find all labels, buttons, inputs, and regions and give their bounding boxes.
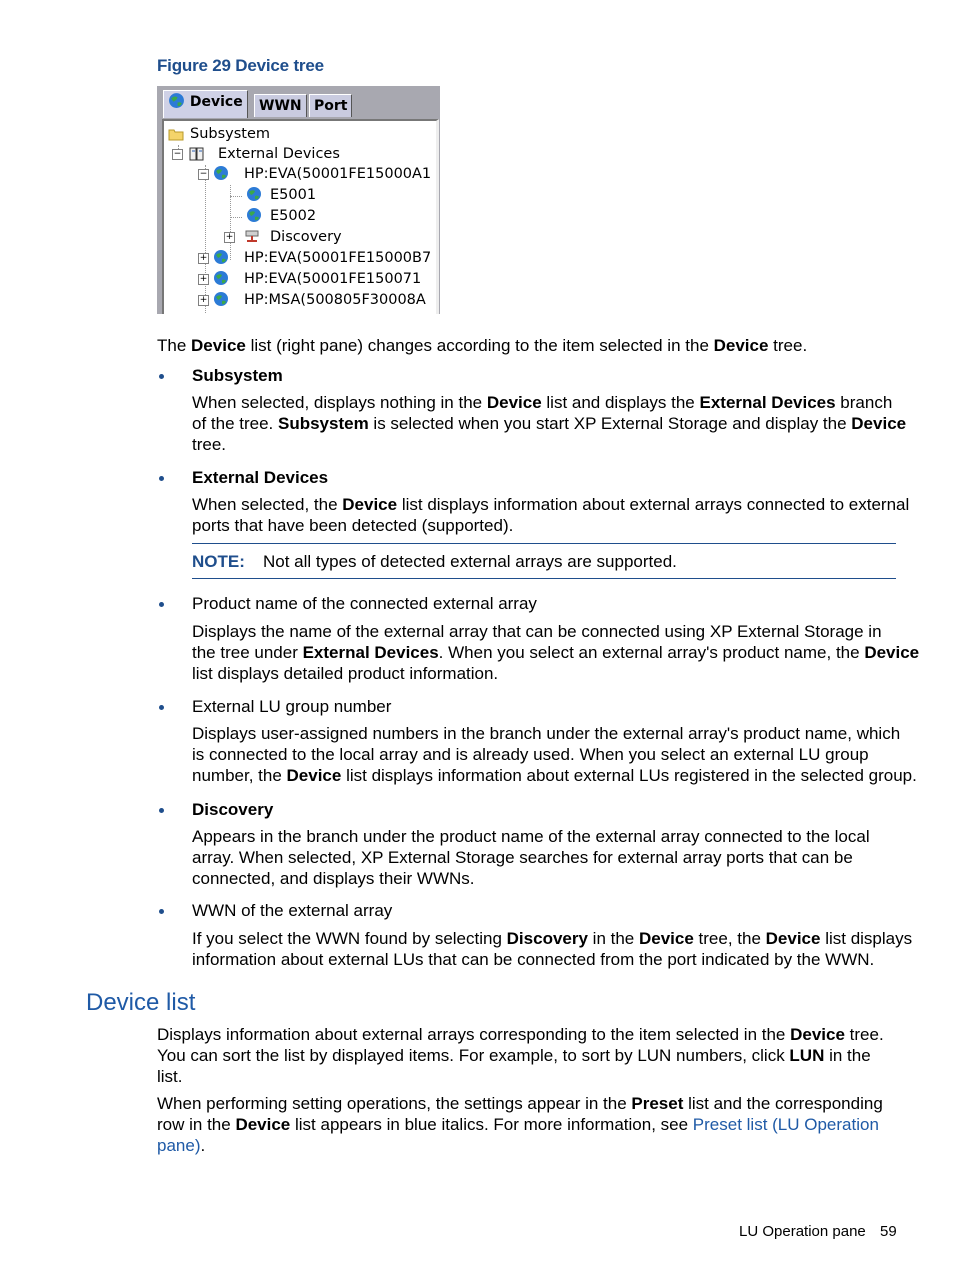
bullet-icon	[159, 808, 164, 813]
item-desc-subsystem: When selected, displays nothing in the Device list and displays the External Devices branch of the tree. Subsystem is selected when you start XP External Storage and display the Device tree.	[192, 393, 907, 454]
bullet-icon	[159, 705, 164, 710]
bullet-icon	[159, 909, 164, 914]
item-title-external-devices: External Devices	[192, 468, 329, 487]
tree-label: HP:MSA(500805F30008A	[244, 292, 426, 308]
tree-label: HP:EVA(50001FE15000A1	[244, 166, 432, 182]
tree-label: E5002	[270, 208, 317, 224]
device-list-paragraph-2: When performing setting operations, the settings appear in the Preset list and the corresponding row in the Device list appears in blue italics. For more information, see Preset list (LU Operation pane).	[157, 1094, 883, 1155]
item-title-subsystem: Subsystem	[192, 366, 283, 385]
note-text: Not all types of detected external arrays are supported.	[263, 552, 677, 571]
tree-label: External Devices	[218, 146, 340, 162]
tree-label: E5001	[270, 187, 317, 203]
tab-device-label: Device	[189, 94, 243, 110]
book-icon	[189, 146, 205, 162]
tab-wwn[interactable]	[254, 94, 307, 117]
tree-label: HP:EVA(50001FE15000B7	[244, 250, 432, 266]
item-desc-discovery: Appears in the branch under the product name of the external array connected to the local array. When selected, XP External Storage searches for external array ports that can be connected, and displays their WWNs.	[192, 827, 870, 888]
device-tree	[162, 119, 439, 314]
globe-icon	[213, 291, 229, 307]
item-desc-product: Displays the name of the external array that can be connected using XP External Storage in the tree under External Devices. When you select an external array's product name, the Device list displays detailed product information.	[192, 622, 920, 683]
folder-icon	[168, 126, 184, 142]
expand-icon[interactable]: +	[225, 232, 234, 242]
item-title-product: Product name of the connected external array	[192, 594, 537, 613]
collapse-icon[interactable]: −	[173, 149, 182, 159]
section-heading-device-list: Device list	[86, 989, 196, 1016]
bullet-icon	[159, 476, 164, 481]
globe-icon	[168, 92, 185, 109]
tab-bar	[157, 86, 440, 122]
tab-wwn-label: WWN	[259, 98, 302, 114]
note-label: NOTE:	[192, 552, 245, 571]
tab-device[interactable]	[163, 90, 248, 118]
page-number: 59	[880, 1223, 897, 1240]
item-desc-wwn: If you select the WWN found by selecting Discovery in the Device tree, the Device list displays information about external LUs that can be connected from the port indicated by the WWN.	[192, 929, 913, 969]
item-desc-external-devices: When selected, the Device list displays information about external arrays connected to external ports that have been detected (supported).	[192, 495, 910, 535]
globe-icon	[213, 249, 229, 265]
bullet-icon	[159, 602, 164, 607]
expand-icon[interactable]: +	[199, 253, 208, 263]
tab-port[interactable]	[309, 94, 352, 117]
tree-label: Discovery	[270, 229, 342, 245]
item-title-wwn: WWN of the external array	[192, 901, 393, 920]
globe-icon	[213, 270, 229, 286]
expand-icon[interactable]: +	[199, 274, 208, 284]
item-title-discovery: Discovery	[192, 800, 274, 819]
globe-icon	[246, 186, 262, 202]
figure-caption: Figure 29 Device tree	[157, 56, 324, 75]
network-icon	[244, 228, 260, 244]
footer-section: LU Operation pane	[739, 1223, 866, 1240]
expand-icon[interactable]: +	[199, 295, 208, 305]
tree-label: HP:EVA(50001FE150071	[244, 271, 422, 287]
globe-icon	[246, 207, 262, 223]
tab-port-label: Port	[314, 98, 348, 114]
bullet-icon	[159, 374, 164, 379]
tree-label: Subsystem	[190, 126, 271, 142]
collapse-icon[interactable]: −	[199, 169, 208, 179]
item-title-lu-group: External LU group number	[192, 697, 392, 716]
preset-list-link-cont[interactable]: pane)	[157, 1136, 201, 1155]
intro-paragraph: The Device list (right pane) changes according to the item selected in the Device tree.	[157, 336, 808, 355]
device-list-paragraph-1: Displays information about external arrays corresponding to the item selected in the Device tree. You can sort the list by displayed items. For example, to sort by LUN numbers, click LUN in the list.	[157, 1025, 884, 1086]
device-tree-screenshot	[157, 86, 440, 314]
preset-list-link[interactable]: Preset list (LU Operation	[692, 1115, 879, 1134]
globe-icon	[213, 165, 229, 181]
item-desc-lu-group: Displays user-assigned numbers in the branch under the external array's product name, which is connected to the local array and is already used. When you select an external LU group number, the Device list displays information about external LUs registered in the selected group.	[192, 724, 917, 785]
